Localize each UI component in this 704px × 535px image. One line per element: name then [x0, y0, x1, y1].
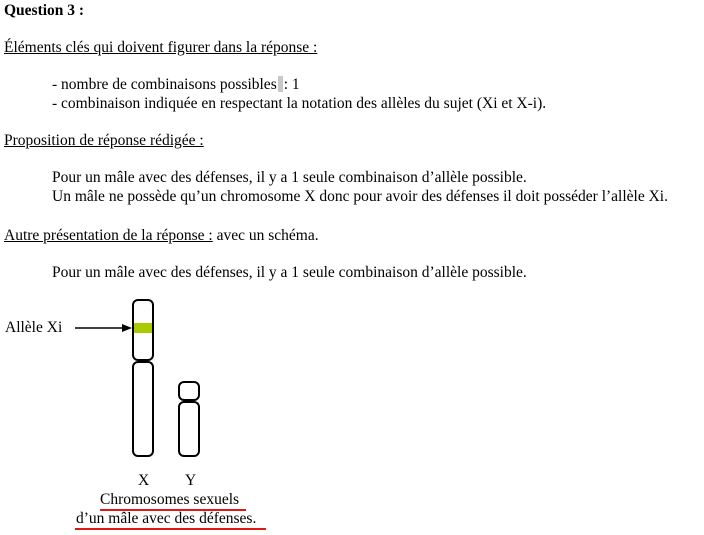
caption-line-2: d’un mâle avec des défenses.: [76, 510, 257, 527]
proposition-heading: Proposition de réponse rédigée :: [4, 132, 204, 149]
allele-xi-band: [134, 323, 152, 333]
y-chromosome-upper-arm: [179, 382, 199, 400]
y-chromosome-lower-arm: [179, 402, 199, 456]
x-label: X: [138, 472, 150, 489]
elements-heading: Éléments clés qui doivent figurer dans la réponse :: [4, 39, 318, 56]
autre-heading-suffix: avec un schéma.: [212, 227, 319, 244]
question-title: Question 3 :: [4, 2, 85, 19]
allele-arrow-head: [122, 324, 132, 332]
autre-heading: Autre présentation de la réponse :: [4, 227, 213, 244]
item-1-prefix: - nombre de combinaisons possibles: [52, 76, 277, 93]
caption-line-1: Chromosomes sexuels: [100, 491, 240, 508]
item-1-suffix: : 1: [283, 76, 300, 93]
proposition-line-2: Un mâle ne possède qu’un chromosome X donc pour avoir des défenses il doit posséder l’allèle Xi.: [52, 188, 668, 205]
proposition-line-1: Pour un mâle avec des défenses, il y a 1 seule combinaison d’allèle possible.: [52, 169, 527, 186]
allele-label: Allèle Xi: [5, 319, 63, 336]
elements-item-2: - combinaison indiquée en respectant la notation des allèles du sujet (Xi et X-i).: [52, 95, 547, 112]
x-chromosome-lower-arm: [133, 362, 153, 456]
autre-line-1: Pour un mâle avec des défenses, il y a 1 seule combinaison d’allèle possible.: [52, 264, 527, 281]
y-label: Y: [185, 472, 197, 489]
